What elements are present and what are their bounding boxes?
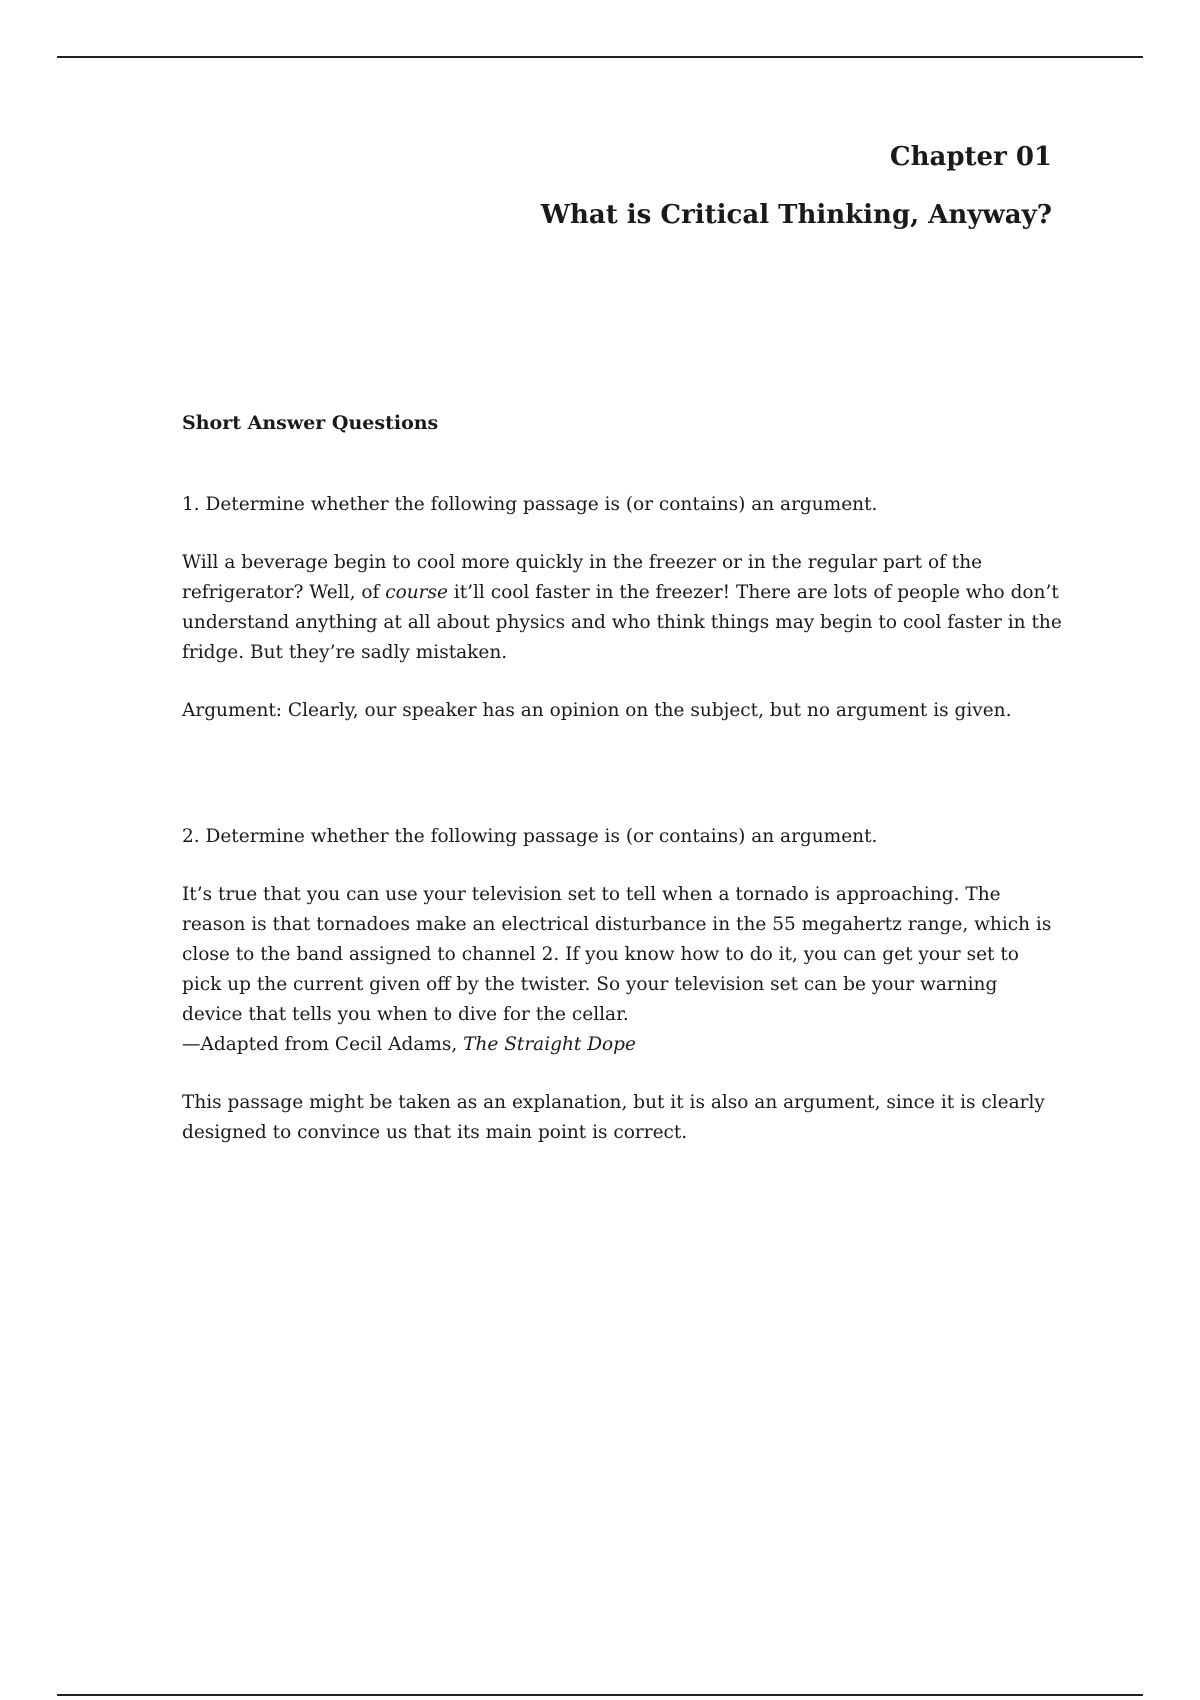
source-title: The Straight Dope	[463, 1034, 636, 1055]
passage-text: it’ll cool faster in the freezer! There are lots of people who don’t understand anything at all about physics and who think things may begin to cool faster in the fridge. But they’re sadly mistaken.	[182, 582, 1062, 663]
passage-emphasis: course	[385, 582, 448, 603]
question-2	[182, 822, 1062, 1148]
question-passage: It’s true that you can use your television set to tell when a tornado is approaching. The reason is that tornadoes make an electrical disturbance in the 55 megahertz range, which is close to the band assigned to channel 2. If you know how to do it, you can get your set to pick up the current given off by the twister. So your television set can be your warning device that tells you when to dive for the cellar.	[182, 884, 1052, 1025]
question-answer: This passage might be taken as an explanation, but it is also an argument, since it is clearly designed to convince us that its main point is correct.	[182, 1092, 1045, 1143]
top-rule	[57, 56, 1143, 58]
passage-source	[182, 1030, 1062, 1060]
chapter-header	[541, 140, 1052, 232]
chapter-number: Chapter 01	[889, 142, 1052, 172]
source-prefix: —Adapted from Cecil Adams,	[182, 1034, 464, 1055]
question-answer: Argument: Clearly, our speaker has an opinion on the subject, but no argument is given.	[182, 700, 1012, 721]
section-heading: Short Answer Questions	[182, 412, 439, 434]
question-prompt: 2. Determine whether the following passage is (or contains) an argument.	[182, 826, 878, 847]
question-1	[182, 490, 1062, 726]
passage-text: Will a beverage begin to cool more quickly in the freezer or in the regular part of the refrigerator? Well, of	[182, 552, 983, 603]
document-body	[182, 408, 1062, 1148]
bottom-rule	[57, 1694, 1143, 1696]
question-passage	[182, 548, 1062, 668]
chapter-title: What is Critical Thinking, Anyway?	[540, 200, 1052, 230]
question-prompt: 1. Determine whether the following passage is (or contains) an argument.	[182, 494, 878, 515]
